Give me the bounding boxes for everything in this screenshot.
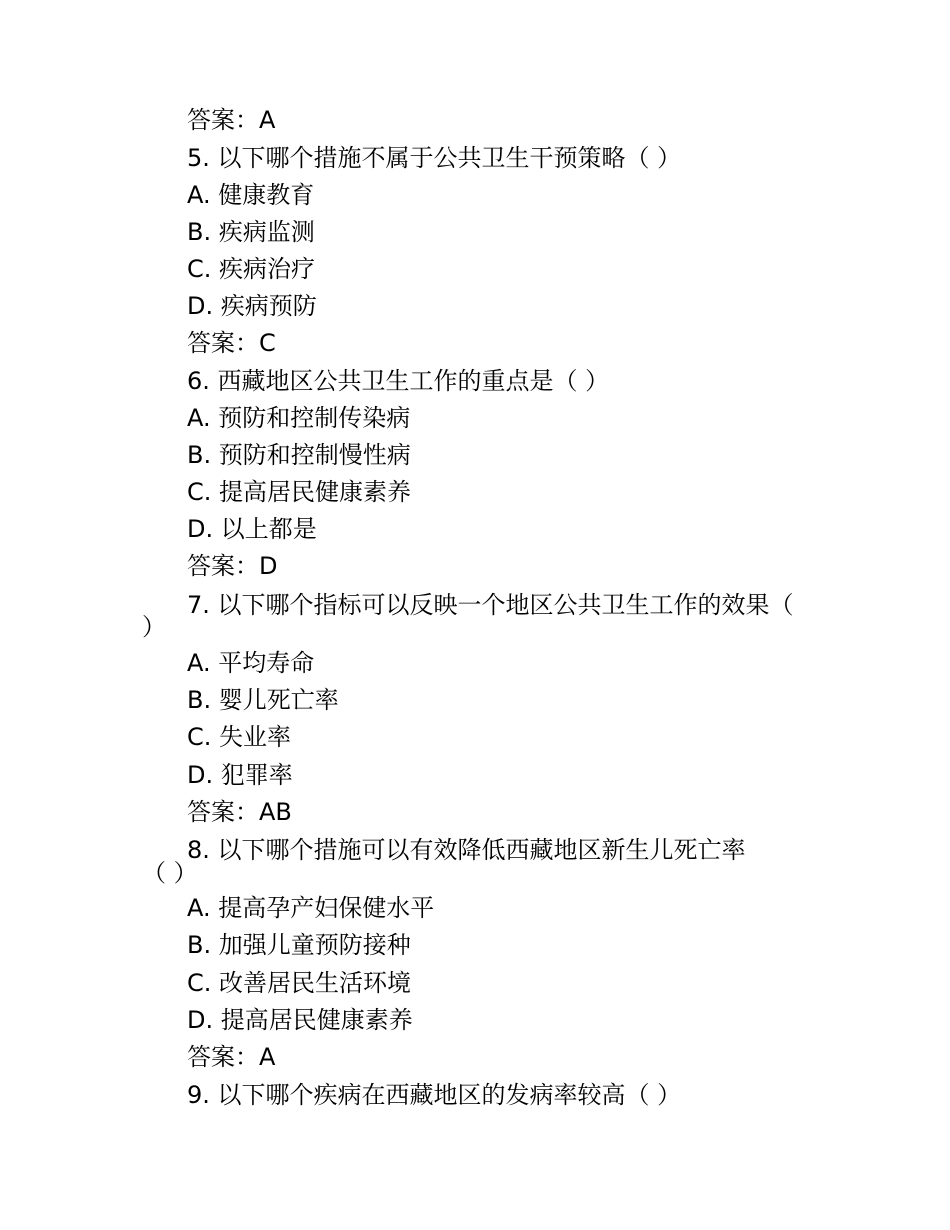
- question-6: 6. 西藏地区公共卫生工作的重点是（ ）: [187, 367, 610, 395]
- option-line: D. 犯罪率: [187, 761, 293, 789]
- option-line: A. 平均寿命: [187, 649, 315, 677]
- answer-line: 答案：D: [187, 552, 278, 580]
- option-line: B. 婴儿死亡率: [187, 686, 339, 714]
- answer-line: 答案：AB: [187, 798, 292, 826]
- question-5: 5. 以下哪个措施不属于公共卫生干预策略（ ）: [187, 144, 682, 172]
- option-line: B. 疾病监测: [187, 218, 315, 246]
- question-9: 9. 以下哪个疾病在西藏地区的发病率较高（ ）: [187, 1081, 682, 1109]
- question-8: 8. 以下哪个措施可以有效降低西藏地区新生儿死亡率: [187, 836, 746, 864]
- question-7: 7. 以下哪个指标可以反映一个地区公共卫生工作的效果（: [187, 591, 794, 619]
- answer-line: 答案：C: [187, 329, 276, 357]
- option-line: A. 提高孕产妇保健水平: [187, 894, 435, 922]
- option-line: D. 疾病预防: [187, 292, 317, 320]
- option-line: C. 失业率: [187, 723, 292, 751]
- option-line: A. 预防和控制传染病: [187, 404, 411, 432]
- option-line: D. 以上都是: [187, 515, 317, 543]
- option-line: C. 提高居民健康素养: [187, 478, 412, 506]
- option-line: A. 健康教育: [187, 181, 315, 209]
- option-line: C. 疾病治疗: [187, 255, 316, 283]
- question-7-wrap: ）: [142, 613, 166, 641]
- option-line: B. 加强儿童预防接种: [187, 931, 411, 959]
- answer-line: 答案：A: [187, 106, 276, 134]
- question-8-wrap: （ ）: [142, 859, 198, 887]
- option-line: C. 改善居民生活环境: [187, 969, 412, 997]
- answer-line: 答案：A: [187, 1043, 276, 1071]
- option-line: B. 预防和控制慢性病: [187, 441, 411, 469]
- option-line: D. 提高居民健康素养: [187, 1006, 413, 1034]
